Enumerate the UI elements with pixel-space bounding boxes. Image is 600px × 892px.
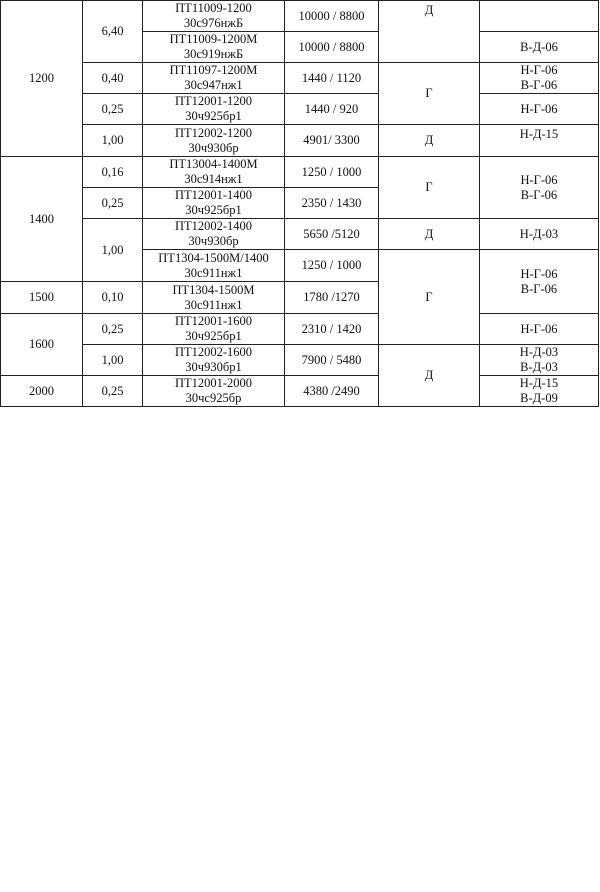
nominal-pressure-cell: 1,00: [83, 125, 143, 157]
drive-type-cell: Г: [379, 157, 480, 219]
model-code: ПТ12002-1600: [174, 345, 253, 359]
drive-code: В-Д-06: [520, 39, 558, 54]
table-row: [1, 1, 599, 32]
drive-code: Н-Г-06: [520, 101, 558, 116]
model-cell: [143, 250, 285, 282]
mass-cell: 10000 / 8800: [285, 1, 379, 32]
mass-cell: 1250 / 1000: [285, 250, 379, 282]
model-code: ПТ12002-1200: [174, 125, 253, 140]
nominal-pressure-cell: 0,25: [83, 314, 143, 345]
drive-code: Н-Г-06: [520, 172, 558, 187]
model-designation: 30с914нж1: [184, 172, 243, 186]
drive-code-cell: [480, 125, 599, 157]
drive-code-cell: [480, 94, 599, 125]
model-cell: [143, 32, 285, 63]
model-designation: 30с911нж1: [184, 297, 243, 312]
model-code: ПТ11097-1200М: [169, 63, 258, 77]
nominal-pressure-cell: 0,16: [83, 157, 143, 188]
nominal-diameter-cell: 1600: [1, 314, 83, 376]
drive-type-cell: Д: [379, 345, 480, 407]
table-row: [1, 345, 599, 376]
valve-spec-table: [0, 0, 599, 407]
table-row: [1, 157, 599, 188]
model-cell: [143, 376, 285, 407]
drive-code: В-Г-06: [520, 187, 558, 202]
drive-code-cell: [480, 250, 599, 314]
model-designation: 30с976нжБ: [183, 16, 244, 30]
model-designation: 30чс925бр: [185, 391, 242, 405]
model-code: ПТ11009-1200: [175, 1, 252, 15]
model-designation: 30с919нжБ: [183, 47, 244, 61]
model-code: ПТ12001-1200: [174, 94, 253, 108]
model-code: ПТ12001-1600: [174, 314, 253, 328]
mass-cell: 7900 / 5480: [285, 345, 379, 376]
model-cell: [143, 345, 285, 376]
drive-type-cell: Д: [379, 219, 480, 250]
drive-type-cell: Г: [379, 63, 480, 125]
drive-code: В-Д-03: [520, 360, 558, 374]
drive-code-cell: [480, 345, 599, 376]
model-cell: [143, 188, 285, 219]
drive-code: Н-Д-15: [519, 376, 559, 390]
drive-code: Н-Д-15: [519, 127, 559, 141]
model-code: ПТ1304-1500М/1400: [158, 250, 269, 265]
model-cell: [143, 314, 285, 345]
drive-type-cell: Д: [379, 125, 480, 157]
mass-cell: 2310 / 1420: [285, 314, 379, 345]
drive-code-cell: [480, 63, 599, 94]
nominal-pressure-cell: 0,25: [83, 188, 143, 219]
model-cell: [143, 125, 285, 157]
mass-cell: 5650 /5120: [285, 219, 379, 250]
drive-code-cell: [480, 376, 599, 407]
model-code: ПТ12001-1400: [174, 188, 253, 202]
drive-code: В-Г-06: [520, 281, 558, 296]
nominal-pressure-cell: 0,10: [83, 282, 143, 314]
mass-cell: 4901/ 3300: [285, 125, 379, 157]
mass-cell: 1250 / 1000: [285, 157, 379, 188]
mass-cell: 2350 / 1430: [285, 188, 379, 219]
nominal-pressure-cell: 0,25: [83, 376, 143, 407]
drive-type-cell: Д: [379, 1, 480, 63]
nominal-diameter-cell: 1500: [1, 282, 83, 314]
model-designation: 30с947нж1: [184, 78, 243, 92]
drive-code-cell: [480, 32, 599, 63]
drive-code: В-Г-06: [520, 78, 558, 92]
table-row: [1, 376, 599, 407]
model-code: ПТ11009-1200М: [169, 32, 258, 46]
table-row: [1, 94, 599, 125]
model-code: ПТ12001-2000: [174, 376, 253, 390]
model-cell: [143, 157, 285, 188]
nominal-pressure-cell: 0,40: [83, 63, 143, 94]
drive-code-cell: [480, 157, 599, 219]
table-row: [1, 314, 599, 345]
model-designation: 30ч925бр1: [185, 203, 242, 217]
model-designation: 30с911нж1: [184, 265, 243, 280]
drive-code: Н-Г-06: [520, 266, 558, 281]
model-cell: [143, 1, 285, 32]
model-code: ПТ1304-1500М: [172, 282, 255, 297]
model-code: ПТ12002-1400: [174, 219, 253, 233]
drive-code-cell: [480, 1, 599, 32]
drive-code: Н-Д-03: [519, 226, 559, 241]
model-designation: 30ч930бр: [188, 140, 239, 155]
model-cell: [143, 282, 285, 314]
mass-cell: 1440 / 920: [285, 94, 379, 125]
drive-code: В-Д-09: [520, 391, 558, 405]
model-code: ПТ13004-1400М: [169, 157, 258, 171]
drive-code: Н-Г-06: [520, 321, 558, 336]
model-cell: [143, 63, 285, 94]
nominal-pressure-cell: 1,00: [83, 345, 143, 376]
model-designation: 30ч925бр1: [185, 329, 242, 343]
mass-cell: 1780 /1270: [285, 282, 379, 314]
nominal-diameter-cell: 2000: [1, 376, 83, 407]
model-cell: [143, 94, 285, 125]
nominal-diameter-cell: 1200: [1, 1, 83, 157]
drive-code: Н-Г-06: [520, 63, 558, 77]
model-designation: 30ч930бр1: [185, 360, 242, 374]
drive-type-cell: Г: [379, 250, 480, 345]
mass-cell: 10000 / 8800: [285, 32, 379, 63]
table-row: [1, 219, 599, 250]
drive-code: Н-Д-03: [519, 345, 559, 359]
nominal-pressure-cell: 1,00: [83, 219, 143, 282]
drive-code-cell: [480, 219, 599, 250]
model-cell: [143, 219, 285, 250]
nominal-pressure-cell: 0,25: [83, 94, 143, 125]
mass-cell: 1440 / 1120: [285, 63, 379, 94]
nominal-pressure-cell: 6,40: [83, 1, 143, 63]
model-designation: 30ч930бр: [188, 234, 239, 248]
table-row: [1, 63, 599, 94]
nominal-diameter-cell: 1400: [1, 157, 83, 282]
drive-code-cell: [480, 314, 599, 345]
mass-cell: 4380 /2490: [285, 376, 379, 407]
table-row: [1, 125, 599, 157]
model-designation: 30ч925бр1: [185, 109, 242, 123]
